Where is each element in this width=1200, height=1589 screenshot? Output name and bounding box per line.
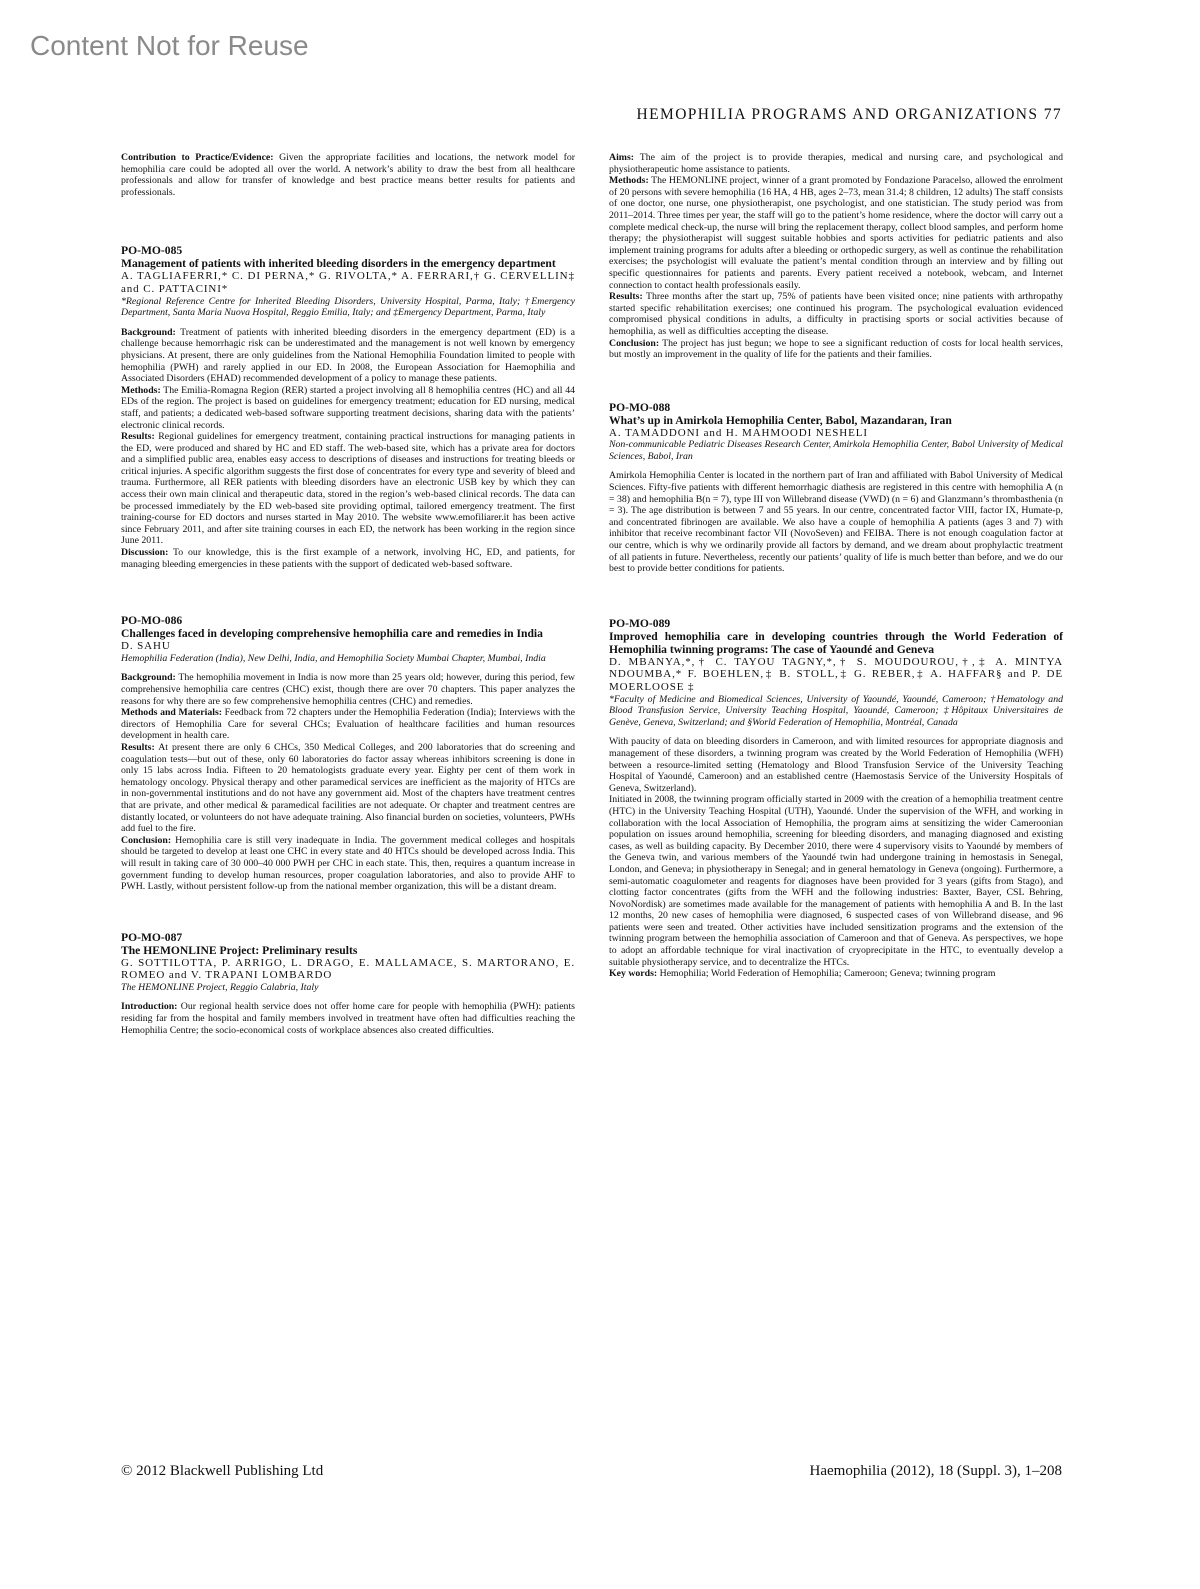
abstract-po-mo-087 bbox=[121, 931, 575, 1037]
footer-citation: Haemophilia (2012), 18 (Suppl. 3), 1–208 bbox=[809, 1463, 1062, 1479]
section-label: Introduction: bbox=[121, 1001, 178, 1013]
keywords-paragraph bbox=[609, 968, 1063, 980]
abstract-authors: G. SOTTILOTTA, P. ARRIGO, L. DRAGO, E. MALLAMACE, S. MARTORANO, E. ROMEO and V. TRAPANI LOMBARDO bbox=[121, 956, 575, 982]
abstract-authors: D. SAHU bbox=[121, 640, 171, 653]
footer-copyright: © 2012 Blackwell Publishing Ltd bbox=[121, 1463, 324, 1479]
section-text: Hemophilia care is still very inadequate in India. The government medical colleges and hospitals should be targeted to develop at least one CHC in every state and 40 HTCs should be developed across India. This will result in taking care of 30 000–40 000 PWH per CHC in each state. This, then, requires a quantum increase in government funding to develop human resources, proper coagulation laboratories, and also to provide AHF to PWH. Lastly, without persistent follow-up from the national member organization, this will be a distant dream. bbox=[121, 834, 575, 893]
body-paragraph: With paucity of data on bleeding disorders in Cameroon, and with limited resources for appropriate diagnosis and management of these disorders, a twinning program was created by the World Federation of Hemophilia (WFH) between a resource-limited setting (Hematology and Blood Transfusion Service of the University Teaching Hospital of Yaoundé, Cameroon) and an established centre (Haemostasis Service of the University Hospitals of Geneva, Switzerland). bbox=[609, 736, 1063, 794]
conclusion-paragraph bbox=[609, 338, 1063, 361]
background-paragraph bbox=[121, 672, 575, 707]
abstract-po-mo-088 bbox=[609, 401, 1063, 575]
abstract-title: Improved hemophilia care in developing countries through the World Federation of Hemophilia twinning programs: The case of Yaoundé and Geneva bbox=[609, 629, 1063, 656]
left-column bbox=[121, 152, 575, 1036]
contribution-paragraph bbox=[121, 152, 575, 198]
section-text: Given the appropriate facilities and locations, the network model for hemophilia care could be adopted all over the world. A network’s ability to draw the best from all healthcare professionals and allow for transfer of knowledge and best practice means better results for patients and professionals. bbox=[121, 152, 576, 198]
abstract-code: PO-MO-086 bbox=[121, 614, 183, 628]
running-head: HEMOPHILIA PROGRAMS AND ORGANIZATIONS 77 bbox=[636, 106, 1062, 123]
abstract-po-mo-085 bbox=[121, 244, 575, 570]
section-label: Contribution to Practice/Evidence: bbox=[121, 152, 274, 163]
abstract-affiliation: The HEMONLINE Project, Reggio Calabria, Italy bbox=[121, 981, 319, 993]
abstract-po-mo-089 bbox=[609, 617, 1063, 980]
abstract-authors: A. TAGLIAFERRI,* C. DI PERNA,* G. RIVOLTA,* A. FERRARI,† G. CERVELLIN‡ and C. PATTACINI* bbox=[121, 270, 575, 295]
section-label: Methods: bbox=[609, 175, 649, 187]
section-text: Regional guidelines for emergency treatment, containing practical instructions for managing patients in the ED, were produced and shared by HC and ED staff. The web-based site, which has a private area for doctors and a simplified public area, enables easy access to descriptions of diseases and instructions for treating bleeds or critical injuries. A specific algorithm suggests the first dose of concentrates for every type and severity of bleed and trauma. Furthermore, all RER patients with bleeding disorders have an electronic USB key by which they can access their own main clinical and therapeutic data, stored in the region’s web-based clinical records. The data can be processed immediately by the ED web-based site providing optimal, tailored emergency treatment. The first training-course for ED doctors and nurses started in May 2010. The website www.emofiliarer.it has been active since February 2011, and after site training courses in each ED, the network has been working in the region since June 2011. bbox=[121, 431, 575, 547]
section-text: The HEMONLINE project, winner of a grant promoted by Fondazione Paracelso, allowed the enrolment of 20 persons with severe hemophilia (16 HA, 4 HB, ages 2–73, mean 31.4; 8 children, 12 adults) The staff consists of one doctor, one nurse, one physiotherapist, one psychologist, and one statistician. The study period was from 2011–2014. Three times per year, the staff will go to the patient’s home residence, where the doctor will carry out a complete medical check-up, the nurse will bring the replacement therapy, collect blood samples, and perform home therapy; the physiotherapist will suggest suitable hobbies and sports activities for pediatric patients and also implement training programs for adults after a bleeding or orthopedic surgery, as well as continue the rehabilitation exercises; the psychologist will evaluate the patient’s mental condition through an interview and by filling out specific questionnaires for patients and parents. Every patient received a notebook, webcam, and Internet connection to contact health professionals easily. bbox=[609, 175, 1063, 291]
abstract-affiliation: Non-communicable Pediatric Diseases Research Center, Amirkola Hemophilia Center, Babol University of Medical Sciences, Babol, Iran bbox=[609, 439, 1063, 462]
section-label: Results: bbox=[609, 291, 643, 303]
abstract-affiliation: Hemophilia Federation (India), New Delhi, India, and Hemophilia Society Mumbai Chapter, Mumbai, India bbox=[121, 652, 546, 664]
section-text: Treatment of patients with inherited bleeding disorders in the emergency department (ED) is a challenge because hemorrhagic risk can be underestimated and the management is not well known by emergency physicians. At present, there are only guidelines from the National Hemophilia Foundation limited to people with hemophilia (PWH) and rarely applied in our ED. In 2008, the European Association for Haemophilia and Associated Disorders (EHAD) recommended development of a policy to manage these patients. bbox=[121, 326, 575, 385]
abstract-authors: A. TAMADDONI and H. MAHMOODI NESHELI bbox=[609, 426, 868, 439]
abstract-code: PO-MO-087 bbox=[121, 930, 183, 944]
abstract-po-mo-087-continued bbox=[609, 152, 1063, 361]
methods-paragraph bbox=[609, 175, 1063, 291]
section-label: Background: bbox=[121, 326, 176, 338]
section-label: Results: bbox=[121, 741, 155, 753]
section-label: Discussion: bbox=[121, 547, 169, 559]
abstract-affiliation: *Faculty of Medicine and Biomedical Sciences, University of Yaoundé, Yaoundé, Cameroon; †Hematology and Blood Transfusion Service, University Teaching Hospital, Yaoundé, Cameroon; ‡Hôpitaux Universitaires de Genève, Geneva, Switzerland; and §World Federation of Hemophilia, Montréal, Canada bbox=[609, 693, 1063, 728]
background-paragraph bbox=[121, 327, 575, 385]
section-text: Three months after the start up, 75% of patients have been visited once; nine patients with arthropathy started specific rehabilitation exercises; one continued his program. The psychological evaluation evidenced compromised physical conditions in adults, a difficulty in practising sports or social activities because of hemophilia, as well as difficulties accepting the disease. bbox=[609, 291, 1063, 337]
section-text: Hemophilia; World Federation of Hemophilia; Cameroon; Geneva; twinning program bbox=[657, 968, 996, 980]
section-text: The project has just begun; we hope to see a significant reduction of costs for local health services, but mostly an improvement in the quality of life for the patients and their families. bbox=[609, 337, 1063, 361]
results-paragraph bbox=[121, 431, 575, 547]
introduction-paragraph bbox=[121, 1001, 575, 1036]
section-text: The Emilia-Romagna Region (RER) started a project involving all 8 hemophilia centres (HC) and all 44 EDs of the region. The project is based on guidelines for emergency treatment; education for ED nursing, medical staff, and patients; a dedicated web-based software supporting treatment decisions, sharing data with the patients’ electronic clinical records. bbox=[121, 384, 575, 431]
abstract-title: What’s up in Amirkola Hemophilia Center, Babol, Mazandaran, Iran bbox=[609, 413, 952, 427]
abstract-po-mo-086 bbox=[121, 614, 575, 892]
abstract-code: PO-MO-089 bbox=[609, 616, 671, 630]
abstract-authors: D. MBANYA,*,† C. TAYOU TAGNY,*,† S. MOUDOUROU,†,‡ A. MINTYA NDOUMBA,* F. BOEHLEN,‡ B. STOLL,‡ G. REBER,‡ A. HAFFAR§ and P. DE MOERLOOSE ‡ bbox=[609, 655, 1063, 693]
right-column bbox=[609, 152, 1063, 980]
discussion-paragraph bbox=[121, 547, 575, 570]
section-label: Key words: bbox=[609, 968, 658, 980]
abstract-title: Challenges faced in developing comprehensive hemophilia care and remedies in India bbox=[121, 627, 543, 641]
abstract-title: The HEMONLINE Project: Preliminary results bbox=[121, 943, 358, 957]
results-paragraph bbox=[609, 291, 1063, 337]
aims-paragraph bbox=[609, 152, 1063, 175]
section-text: At present there are only 6 CHCs, 350 Medical Colleges, and 200 laboratories that do screening and coagulation tests—but out of these, only 60 laboratories do factor assay whereas inhibitors screening is done in only 15 labs across India. Fifteen to 20 hematologists graduate every year. Eighty per cent of them work in hematology oncology. Physical therapy and other paramedical services are inefficient as the majority of HTCs are in non-governmental institutions and do not have any government aid. Most of the chapters have treatment centres that are private, and other medical & paramedical facilities are not adequate. Or chapter and treatment centres are distantly located, or volunteers do not have adequate training. Also financial burden on societies, volunteers, PWHs add fuel to the fire. bbox=[121, 741, 575, 835]
section-text: The aim of the project is to provide therapies, medical and nursing care, and psychological and physiotherapeutic home assistance to patients. bbox=[609, 152, 1063, 175]
conclusion-paragraph bbox=[121, 835, 575, 893]
section-label: Conclusion: bbox=[121, 834, 172, 846]
abstract-code: PO-MO-088 bbox=[609, 400, 671, 414]
section-label: Methods: bbox=[121, 384, 161, 396]
body-paragraph: Amirkola Hemophilia Center is located in the northern part of Iran and affiliated with Babol University of Medical Sciences. Fifty-five patients with different hemorrhagic diathesis are registered in this centre with hemophilia A (n = 38) and hemophilia B(n = 7), type III von Willebrand disease (VWD) (n = 6) and Glanzmann’s thrombasthenia (n = 3). The age distribution is between 7 and 55 years. In our centre, concentrated factor VIII, factor IX, Humate-p, and concentrated fibrinogen are available. We also have a couple of hemophilia A patients (ages 3 and 7) with inhibitor that receive recombinant factor VII (NovoSeven) and FEIBA. There is not enough coagulation factor at our centre, which is why we ordinarily provide all factors by demand, and we dream about prophylactic treatment of all patients in future. Nevertheless, recently our patients’ quality of life is much better than before, and we do our best to provide better conditions for patients. bbox=[609, 470, 1063, 575]
results-paragraph bbox=[121, 742, 575, 835]
abstract-code: PO-MO-085 bbox=[121, 244, 183, 258]
section-text: The hemophilia movement in India is now more than 25 years old; however, during this period, few comprehensive hemophilia care centres (CHC) exist, though there are over 70 chapters. This paper analyzes the reasons for why there are so few comprehensive hemophilia centres (CHC) and remedies. bbox=[121, 672, 575, 707]
section-label: Results: bbox=[121, 431, 155, 443]
section-label: Aims: bbox=[609, 152, 635, 163]
body-paragraph: Initiated in 2008, the twinning program officially started in 2009 with the creation of a hemophilia treatment centre (HTC) in the University Teaching Hospital (UTH), Yaoundé. Under the supervision of the WFH, and working in collaboration with the local Association of Hemophilia, the program aims at sensitizing the wider Cameroonian population on issues around hemophilia, screening for bleeding disorders, and managing diagnosed and existing cases, as well as building capacity. By December 2010, there were 4 supervisory visits to Yaoundé by members of the Geneva twin, and various members of the Yaoundé twin had undergone training in hemostasis in Senegal, London, and Geneva; in physiotherapy in Senegal; and in general hematology in Geneva (ongoing). Furthermore, a semi-automatic coagulometer and reagents for diagnoses have been provided for 3 years (gifts from Stago), and clotting factor concentrates (gifts from the WFH and the following industries: Baxter, Bayer, CSL Behring, NovoNordisk) are sometimes made available for the management of patients with hemophilia A and B. In the last 12 months, 20 new cases of hemophilia were diagnosed, 6 suspected cases of von Willebrand disease, and 96 patients were seen and treated. Other activities have included sensitization programs and the extension of the twinning program between the hemophilia association of Cameroon and that of Geneva. As perspectives, we hope to adopt an affordable technique for viral inactivation of cryoprecipitate in the HTC, to eventually develop a suitable physiotherapy service, and to decentralize the HTCs. bbox=[609, 794, 1063, 968]
abstract-title: Management of patients with inherited bleeding disorders in the emergency department bbox=[121, 257, 556, 271]
section-text: Our regional health service does not offer home care for people with hemophilia (PWH): patients residing far from the hospital and family members involved in treatment have often had difficulties reaching the Hemophilia Centre; the socio-economical costs of workplace absences also created difficulties. bbox=[121, 1001, 575, 1036]
section-label: Conclusion: bbox=[609, 337, 660, 349]
section-text: Feedback from 72 chapters under the Hemophilia Federation (India); Interviews with the directors of Hemophilia Care for several CHCs; Evaluation of healthcare facilities and human resources development in health care. bbox=[121, 707, 575, 742]
section-label: Methods and Materials: bbox=[121, 707, 223, 719]
section-text: To our knowledge, this is the first example of a network, involving HC, ED, and patients, for managing bleeding emergencies in these patients with the support of dedicated web-based software. bbox=[121, 547, 575, 570]
watermark: Content Not for Reuse bbox=[30, 30, 309, 61]
methods-paragraph bbox=[121, 707, 575, 742]
section-label: Background: bbox=[121, 672, 176, 684]
abstract-affiliation: *Regional Reference Centre for Inherited Bleeding Disorders, University Hospital, Parma, Italy; †Emergency Department, Santa Maria Nuova Hospital, Reggio Emilia, Italy; and ‡Emergency Department, Parma, Italy bbox=[121, 295, 575, 319]
methods-paragraph bbox=[121, 385, 575, 431]
